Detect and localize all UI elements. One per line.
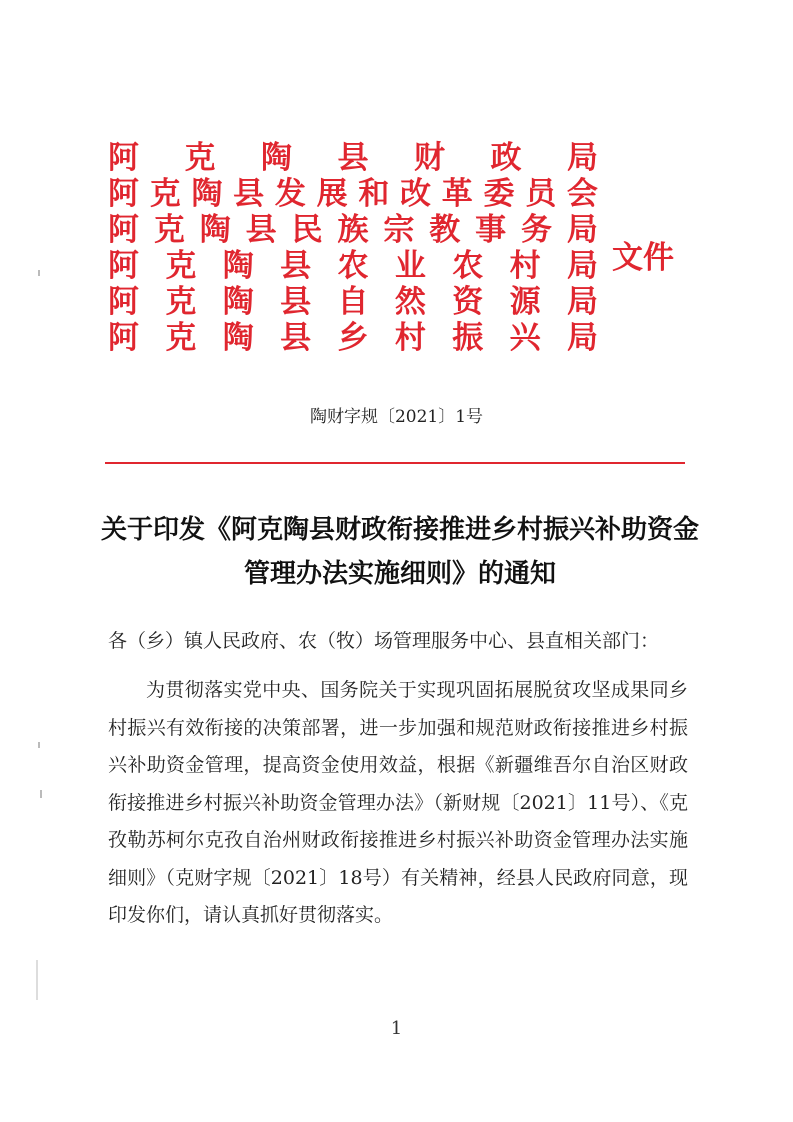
document-number: 陶财字规〔2021〕1号 [309,407,484,427]
issuer-char: 自 [337,284,369,320]
issuer-char: 展 [316,176,348,212]
issuer-line [108,248,598,284]
issuer-char: 阿 [108,212,139,248]
issuer-char: 克 [153,212,185,248]
addressee: 各（乡）镇人民政府、农（牧）场管理服务中心、县直相关部门： [108,630,660,652]
issuer-line [108,320,598,356]
issuer-char: 员 [525,176,557,212]
issuer-char: 业 [394,248,426,284]
issuer-char: 克 [149,176,181,212]
issuer-char: 农 [452,248,484,284]
scan-artifact [36,960,38,1000]
issuer-char: 县 [280,320,312,356]
issuer-block [108,140,598,356]
doc-suffix: 文件 [612,240,674,276]
issuer-char: 县 [280,248,312,284]
issuer-char: 阿 [108,140,139,176]
issuer-char: 陶 [222,320,254,356]
issuer-char: 县 [337,140,369,176]
issuer-line [108,176,598,212]
issuer-char: 农 [337,248,369,284]
issuer-char: 县 [245,212,277,248]
issuer-char: 克 [165,248,197,284]
issuer-char: 政 [490,140,522,176]
issuer-char: 陶 [191,176,223,212]
issuer-char: 阿 [108,176,139,212]
issuer-char: 革 [441,176,473,212]
issuer-char: 局 [567,248,598,284]
issuer-char: 改 [400,176,432,212]
issuer-char: 乡 [337,320,369,356]
issuer-char: 村 [394,320,426,356]
issuer-char: 事 [475,212,507,248]
issuer-char: 村 [509,248,541,284]
scan-artifact [38,270,40,276]
issuer-char: 局 [567,140,598,176]
issuer-char: 然 [394,284,426,320]
scan-artifact [40,790,42,798]
issuer-char: 务 [521,212,553,248]
issuer-char: 局 [567,320,598,356]
issuer-char: 源 [509,284,541,320]
issuer-char: 阿 [108,320,139,356]
issuer-char: 县 [233,176,265,212]
document-title: 关于印发《阿克陶县财政衔接推进乡村振兴补助资金管理办法实施细则》的通知 [100,515,699,589]
issuer-line [108,140,598,176]
issuer-char: 兴 [509,320,541,356]
issuer-char: 族 [337,212,369,248]
issuer-char: 教 [429,212,461,248]
issuer-char: 克 [184,140,216,176]
issuer-line [108,284,598,320]
issuer-char: 县 [280,284,312,320]
issuer-char: 宗 [383,212,415,248]
issuer-char: 阿 [108,248,139,284]
body-paragraph: 为贯彻落实党中央、国务院关于实现巩固拓展脱贫攻坚成果同乡村振兴有效衔接的决策部署，进一步加强和规范财政衔接推进乡村振兴补助资金管理，提高资金使用效益，根据《新疆维吾尔自治区财政衔接推进乡村振兴补助资金管理办法》（新财规〔2021〕11号）、《克孜勒苏柯尔克孜自治州财政衔接推进乡村振兴补助资金管理办法实施细则》（克财字规〔2021〕18号）有关精神，经县人民政府同意，现印发你们，请认真抓好贯彻落实。 [108,679,688,926]
issuer-char: 局 [567,284,598,320]
issuer-char: 阿 [108,284,139,320]
issuer-char: 和 [358,176,390,212]
issuer-char: 财 [414,140,445,176]
issuer-char: 发 [274,176,306,212]
issuer-line [108,212,598,248]
issuer-char: 陶 [222,248,254,284]
issuer-char: 克 [165,284,197,320]
issuer-char: 委 [483,176,515,212]
issuer-char: 振 [452,320,484,356]
issuer-char: 陶 [261,140,292,176]
issuer-char: 民 [291,212,323,248]
issuer-char: 局 [566,212,598,248]
issuer-char: 会 [566,176,598,212]
issuer-char: 陶 [222,284,254,320]
page-number: 1 [390,1018,403,1039]
scan-artifact [38,742,40,748]
red-divider [105,462,685,464]
issuer-char: 克 [165,320,197,356]
issuer-char: 资 [452,284,484,320]
issuer-char: 陶 [199,212,231,248]
